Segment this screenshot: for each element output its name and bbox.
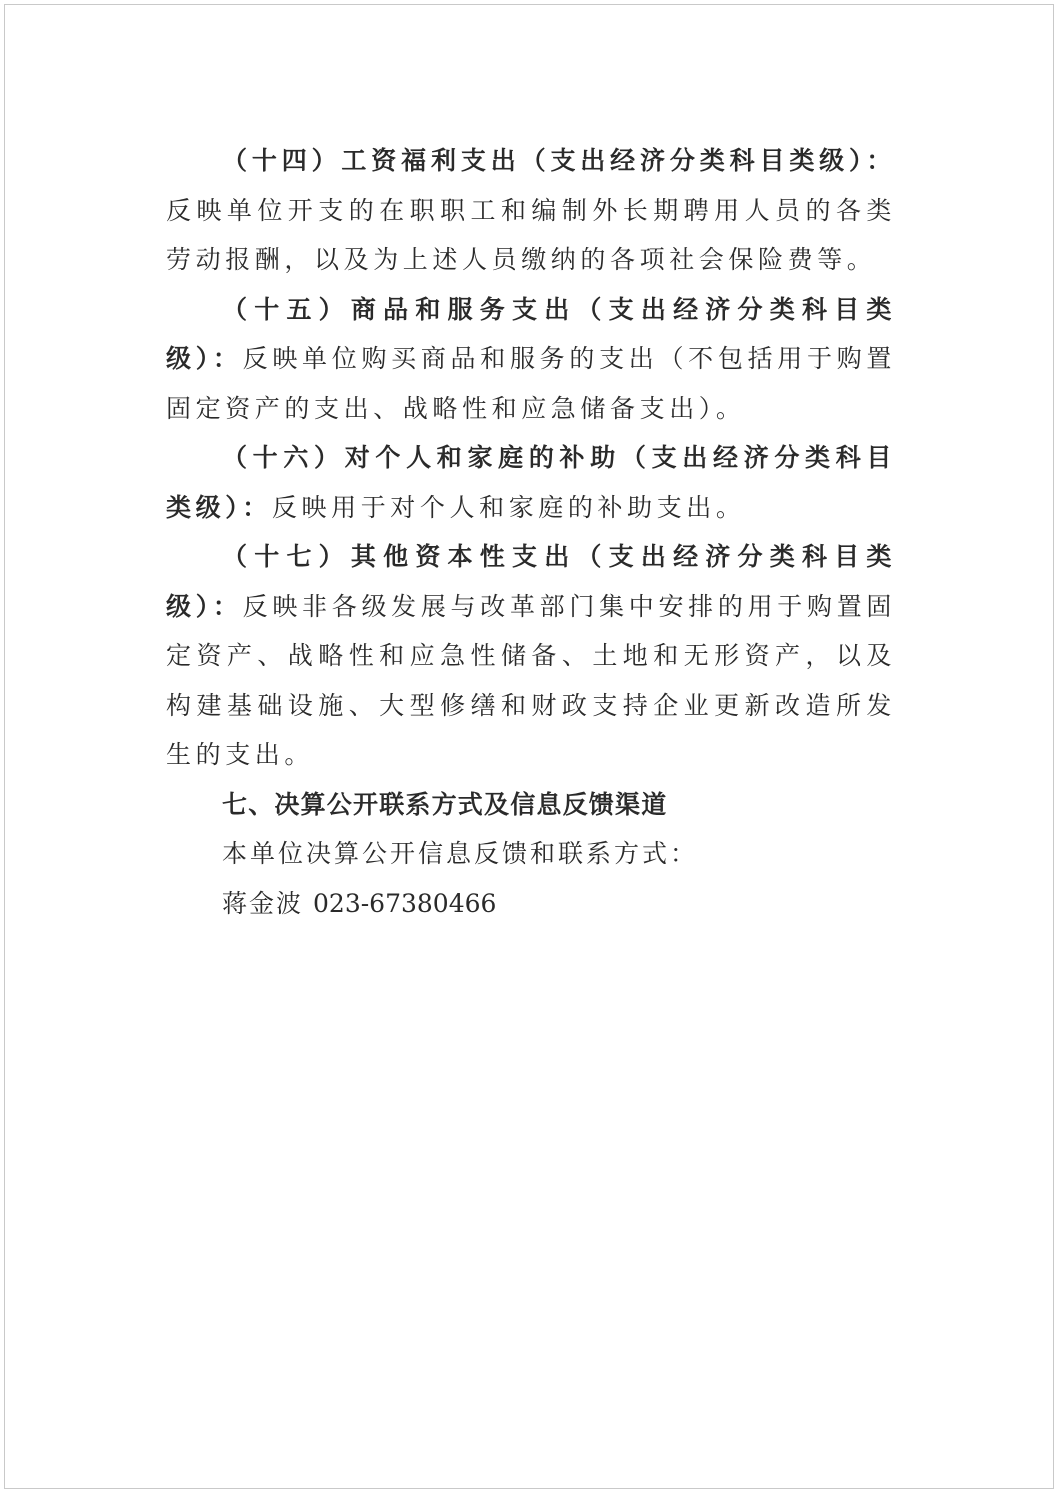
section-14	[166, 136, 896, 285]
contact-line	[166, 879, 896, 929]
section-15-body: 反映单位购买商品和服务的支出（不包括用于购置固定资产的支出、战略性和应急储备支出）。	[166, 344, 897, 423]
contact-intro: 本单位决算公开信息反馈和联系方式：	[222, 839, 699, 868]
section-14-body: 反映单位开支的在职职工和编制外长期聘用人员的各类劳动报酬，以及为上述人员缴纳的各项社会保险费等。	[166, 195, 896, 274]
section-heading-contact: 七、决算公开联系方式及信息反馈渠道	[222, 789, 668, 819]
section-15	[166, 285, 896, 434]
document-body	[166, 136, 896, 928]
section-17-body: 反映非各级发展与改革部门集中安排的用于购置固定资产、战略性和应急性储备、土地和无形资产，以及构建基础设施、大型修缮和财政支持企业更新改造所发生的支出。	[166, 591, 897, 769]
section-16-lead: （十六）对个人和家庭的补助（支出经济分类科目类级）：	[166, 443, 896, 522]
section-16	[166, 433, 896, 532]
section-15-lead: （十五）商品和服务支出（支出经济分类科目类级）：	[166, 294, 896, 373]
section-14-lead: （十四）工资福利支出（支出经济分类科目类级）：	[222, 146, 896, 175]
section-17-lead: （十七）其他资本性支出（支出经济分类科目类级）：	[166, 542, 896, 621]
contact-phone: 023-67380466	[313, 888, 497, 918]
section-16-body: 反映用于对个人和家庭的补助支出。	[271, 492, 746, 522]
contact-name: 蒋金波	[222, 888, 304, 918]
section-17	[166, 532, 896, 780]
